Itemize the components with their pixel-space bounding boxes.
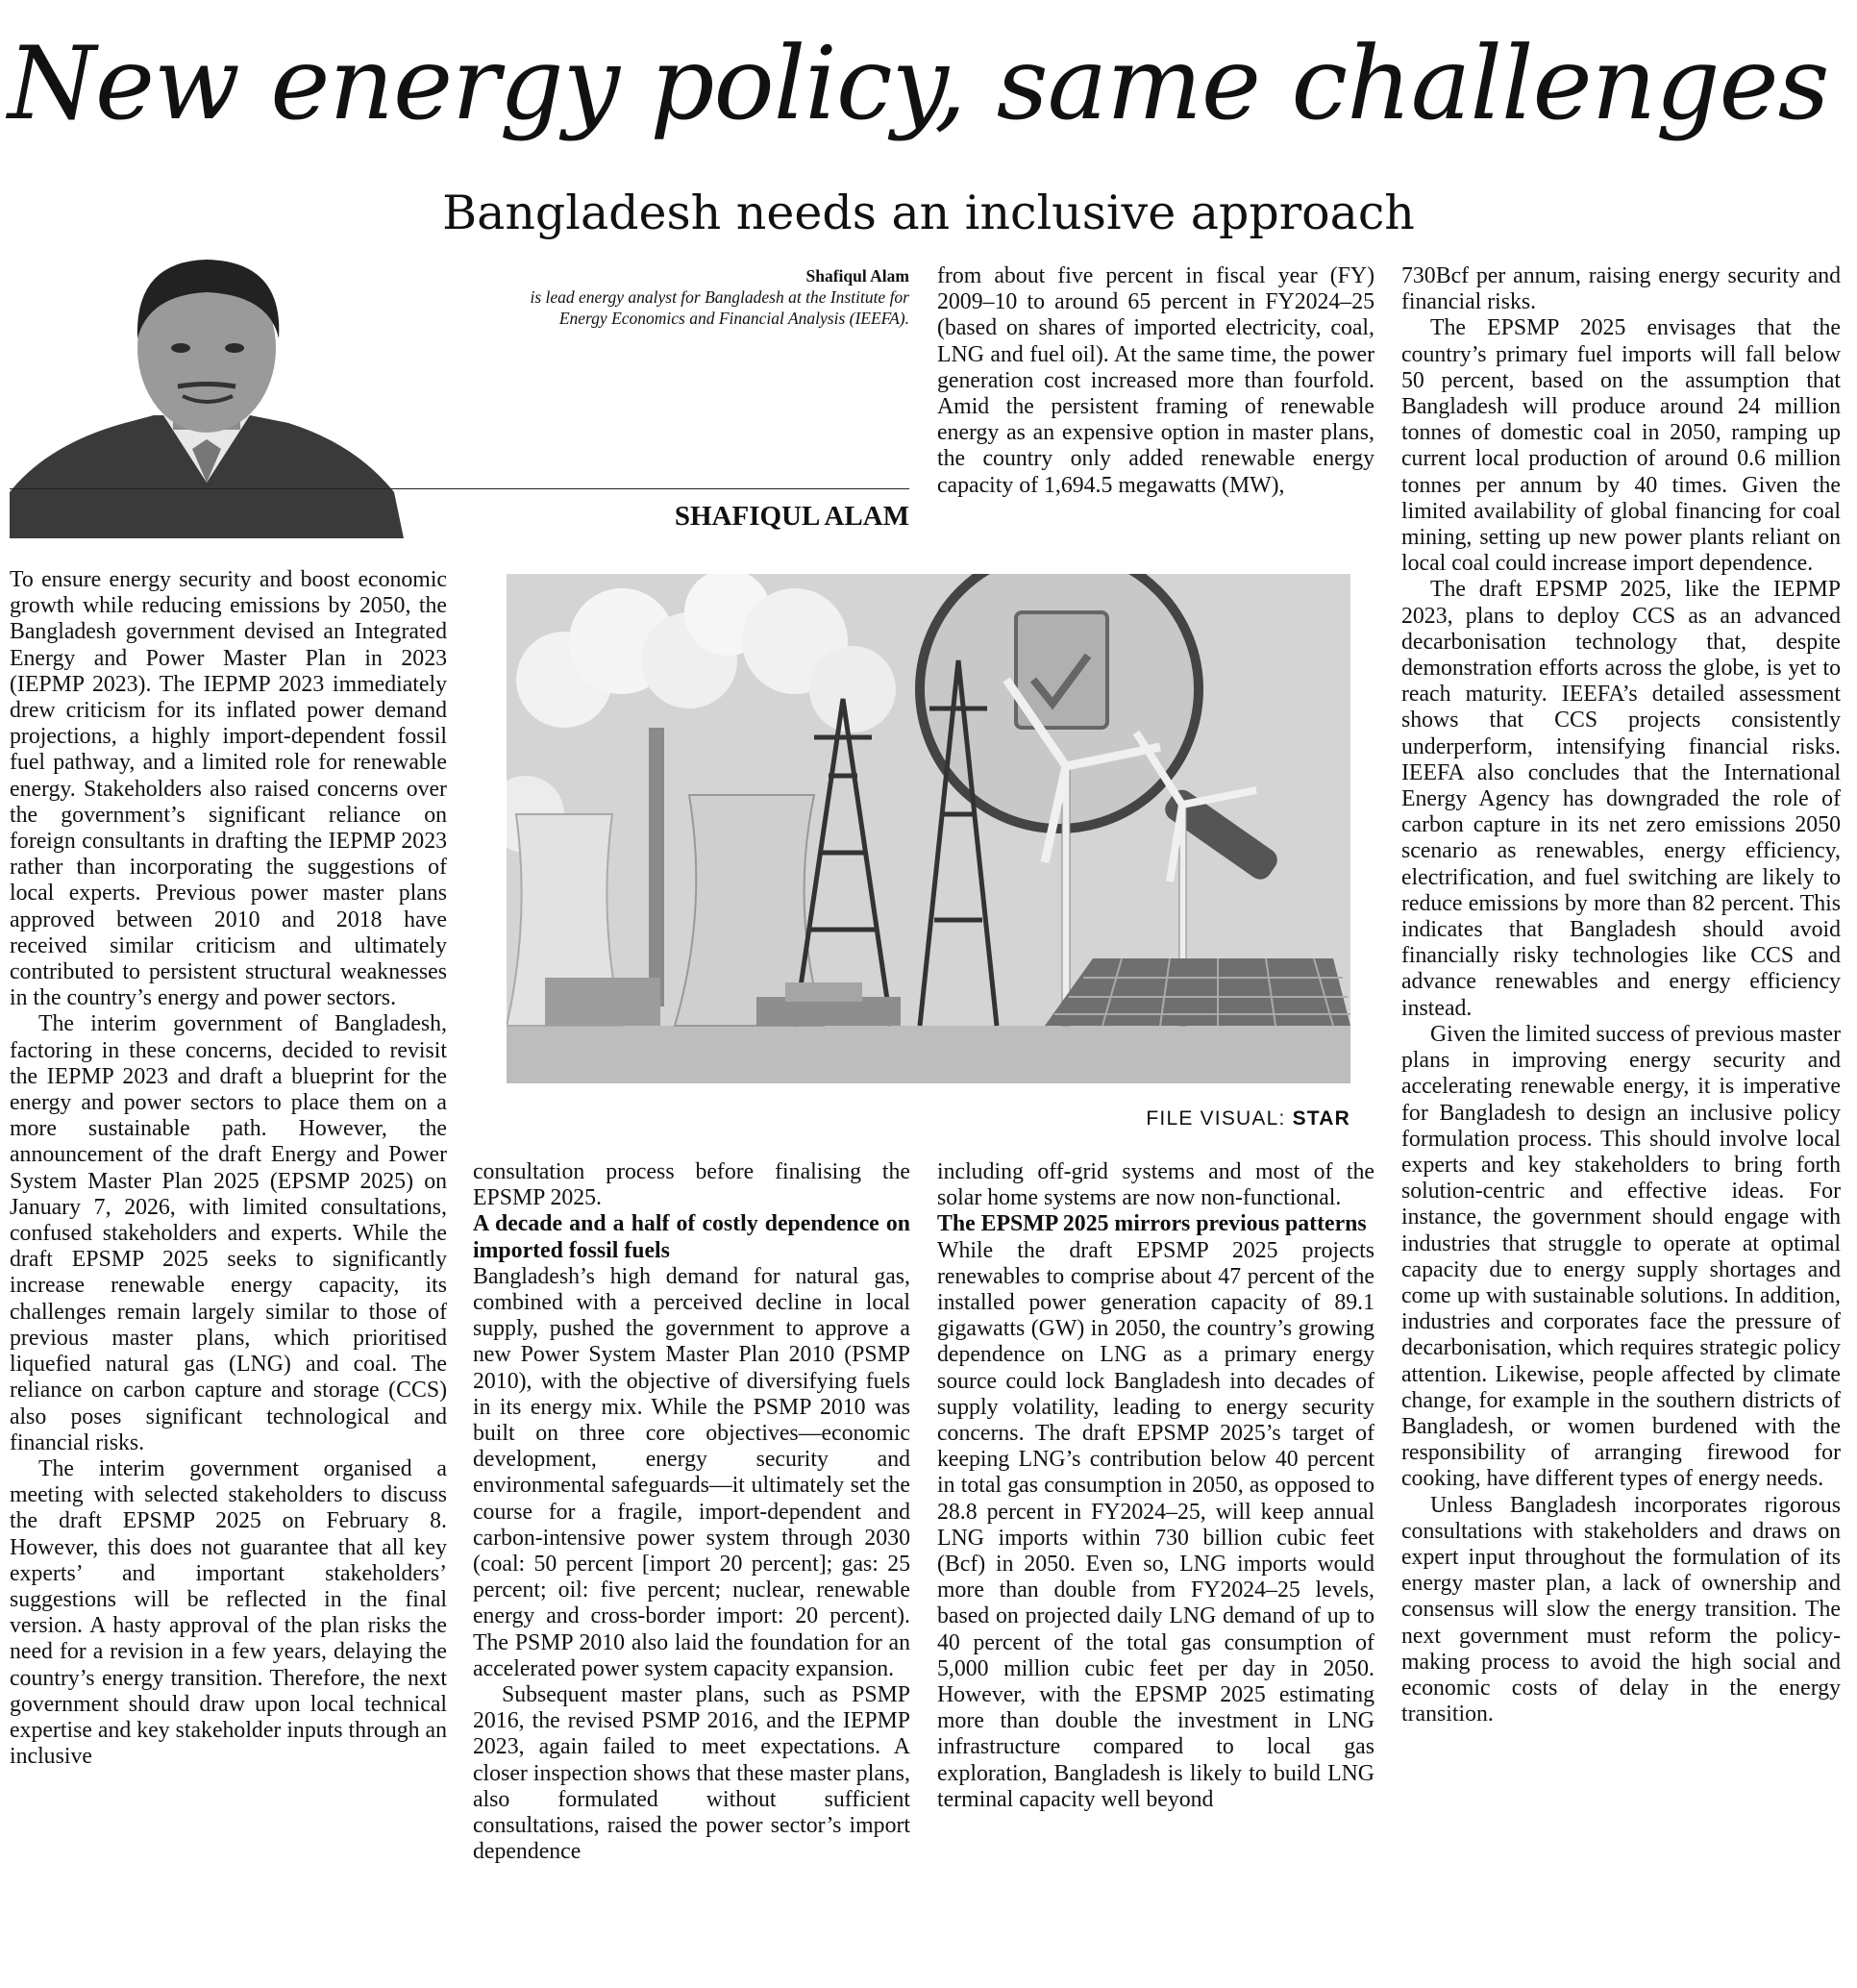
paragraph: Given the limited success of previous master plans in improving energy security and accelerating renewable energy, it is imperative for Bangladesh to design an inclusive policy formulation process. This should involve local experts and key stakeholders to bring forth solution-centric and effective ideas. For instance, the government should engage with industries that struggle to operate at optimal capacity due to energy supply shortages and come up with sustainable solutions. In addition, industries and corporates face the pressure of decarbonisation, which requires strategic policy attention. Likewise, people affected by climate change, for example in the southern districts of Bangladesh, or women burdened with the responsibility of arranging firewood for cooking, have different types of energy needs.	[1401, 1021, 1841, 1492]
byline: SHAFIQUL ALAM	[674, 501, 909, 532]
visual-credit	[1086, 1107, 1350, 1131]
article-column-1	[10, 567, 447, 1971]
paragraph: Unless Bangladesh incorporates rigorous consultations with stakeholders and draws on expert input throughout the formulation of its energy master plan, a lack of ownership and consensus will slow the energy transition. The next government must reform the policy-making process to avoid the high social and economic costs of delay in the energy transition.	[1401, 1492, 1841, 1727]
headline: New energy policy, same challenges	[8, 25, 1829, 142]
paragraph: 730Bcf per annum, raising energy security and financial risks.	[1401, 263, 1841, 315]
article-column-3-bottom	[937, 1159, 1374, 1976]
article-column-3-top	[937, 263, 1374, 529]
energy-illustration	[507, 574, 1350, 1083]
author-photo	[10, 252, 509, 538]
article-column-4	[1401, 263, 1841, 1979]
credit-source: STAR	[1292, 1107, 1350, 1130]
paragraph: The interim government organised a meeting with selected stakeholders to discuss the draft EPSMP 2025 on February 8. However, this does not guarantee that all key experts’ and important stakeholders’ suggestions will be reflected in the final version. A hasty approval of the plan risks the need for a revision in a few years, delaying the country’s energy transition. Therefore, the next government should draw upon local technical expertise and key stakeholder inputs through an inclusive	[10, 1455, 447, 1770]
file-visual	[507, 574, 1350, 1083]
section-heading: A decade and a half of costly dependence on imported fossil fuels	[473, 1211, 910, 1263]
paragraph: The draft EPSMP 2025, like the IEPMP 2023, plans to deploy CCS as an advanced decarbonisation technology that, despite demonstration efforts across the globe, is yet to reach maturity. IEEFA’s detailed assessment shows that CCS projects consistently underperform, intensifying financial risks. IEEFA also concludes that the International Energy Agency has downgraded the role of carbon capture in its net zero emissions 2050 scenario as renewables, energy efficiency, electrification, and fuel switching are likely to reduce emissions by more than 82 percent. This indicates that Bangladesh should avoid financially risky technologies like CCS and advance renewables and energy efficiency instead.	[1401, 577, 1841, 1021]
author-bio: is lead energy analyst for Bangladesh at the Institute for Energy Economics and Financial Analysis (IEEFA).	[530, 287, 909, 328]
paragraph: The EPSMP 2025 envisages that the country’s primary fuel imports will fall below 50 percent, based on the assumption that Bangladesh will produce around 24 million tonnes of domestic coal in 2050, ramping up current local production of around 0.6 million tonnes per annum by 40 times. Given the limited availability of global financing for coal mining, setting up new power plants reliant on local coal could increase import dependence.	[1401, 315, 1841, 577]
section-heading: The EPSMP 2025 mirrors previous patterns	[937, 1211, 1367, 1237]
paragraph: consultation process before finalising the EPSMP 2025.	[473, 1159, 910, 1211]
author-name: Shafiqul Alam	[805, 266, 909, 286]
paragraph: To ensure energy security and boost economic growth while reducing emissions by 2050, the Bangladesh government devised an Integrated Energy and Power Master Plan in 2023 (IEPMP 2023). The IEPMP 2023 immediately drew criticism for its inflated power demand projections, a highly import-dependent fossil fuel pathway, and a limited role for renewable energy. Stakeholders also raised concerns over the government’s significant reliance on foreign consultants in drafting the IEPMP 2023 rather than incorporating the suggestions of local experts. Previous power master plans approved between 2010 and 2018 have received similar criticism and ultimately contributed to persistent structural weaknesses in the country’s energy and power sectors.	[10, 567, 447, 1011]
paragraph: Bangladesh’s high demand for natural gas, combined with a perceived decline in local supply, pushed the government to approve a new Power System Master Plan 2010 (PSMP 2010), with the objective of diversifying fuels in its energy mix. While the PSMP 2010 was built on three core objectives—economic development, energy security and environmental safeguards—it ultimately set the course for a fragile, import-dependent and carbon-intensive power system through 2030 (coal: 50 percent [import 20 percent]; gas: 25 percent; oil: five percent; nuclear, renewable energy and cross-border import: 20 percent). The PSMP 2010 also laid the foundation for an accelerated power system capacity expansion.	[473, 1263, 910, 1681]
paragraph: from about five percent in fiscal year (FY) 2009–10 to around 65 percent in FY2024–25 (based on shares of imported electricity, coal, LNG and fuel oil). At the same time, the power generation cost increased more than fourfold. Amid the persistent framing of renewable energy as an expensive option in master plans, the country only added renewable energy capacity of 1,694.5 megawatts (MW),	[937, 263, 1374, 498]
article-column-2	[473, 1159, 910, 1976]
byline-rule	[10, 488, 909, 489]
paragraph: Subsequent master plans, such as PSMP 2016, the revised PSMP 2016, and the IEPMP 2023, again failed to meet expectations. A closer inspection shows that these master plans, also formulated without sufficient consultations, raised the power sector’s import dependence	[473, 1682, 910, 1865]
author-note	[500, 265, 909, 329]
credit-label: FILE VISUAL:	[1146, 1107, 1286, 1130]
author-portrait-image	[10, 252, 509, 538]
paragraph: While the draft EPSMP 2025 projects renewables to comprise about 47 percent of the installed power generation capacity of 89.1 gigawatts (GW) in 2050, the country’s growing dependence on LNG as a primary energy source could lock Bangladesh into decades of supply volatility, leading to energy security concerns. The draft EPSMP 2025’s target of keeping LNG’s contribution below 40 percent in total gas consumption in 2050, as opposed to 28.8 percent in FY2024–25, will keep annual LNG imports within 730 billion cubic feet (Bcf) in 2050. Even so, LNG imports would more than double from FY2024–25 levels, based on projected daily LNG demand of up to 40 percent of the total gas consumption of 5,000 million cubic feet per day in 2050. However, with the EPSMP 2025 estimating more than double the investment in LNG infrastructure compared to local gas exploration, Bangladesh is likely to build LNG terminal capacity well beyond	[937, 1237, 1374, 1812]
paragraph: The interim government of Bangladesh, factoring in these concerns, decided to revisit the IEPMP 2023 and draft a blueprint for the energy and power sectors to place them on a more sustainable path. However, the announcement of the draft Energy and Power System Master Plan 2025 (EPSMP 2025) on January 7, 2026, with limited consultations, confused stakeholders and experts. While the draft EPSMP 2025 seeks to significantly increase renewable energy capacity, its challenges remain largely similar to those of previous master plans, which prioritised liquefied natural gas (LNG) and coal. The reliance on carbon capture and storage (CCS) also poses significant technological and financial risks.	[10, 1011, 447, 1455]
paragraph: including off-grid systems and most of the solar home systems are now non-functional.	[937, 1159, 1374, 1211]
subheadline: Bangladesh needs an inclusive approach	[442, 186, 1415, 240]
